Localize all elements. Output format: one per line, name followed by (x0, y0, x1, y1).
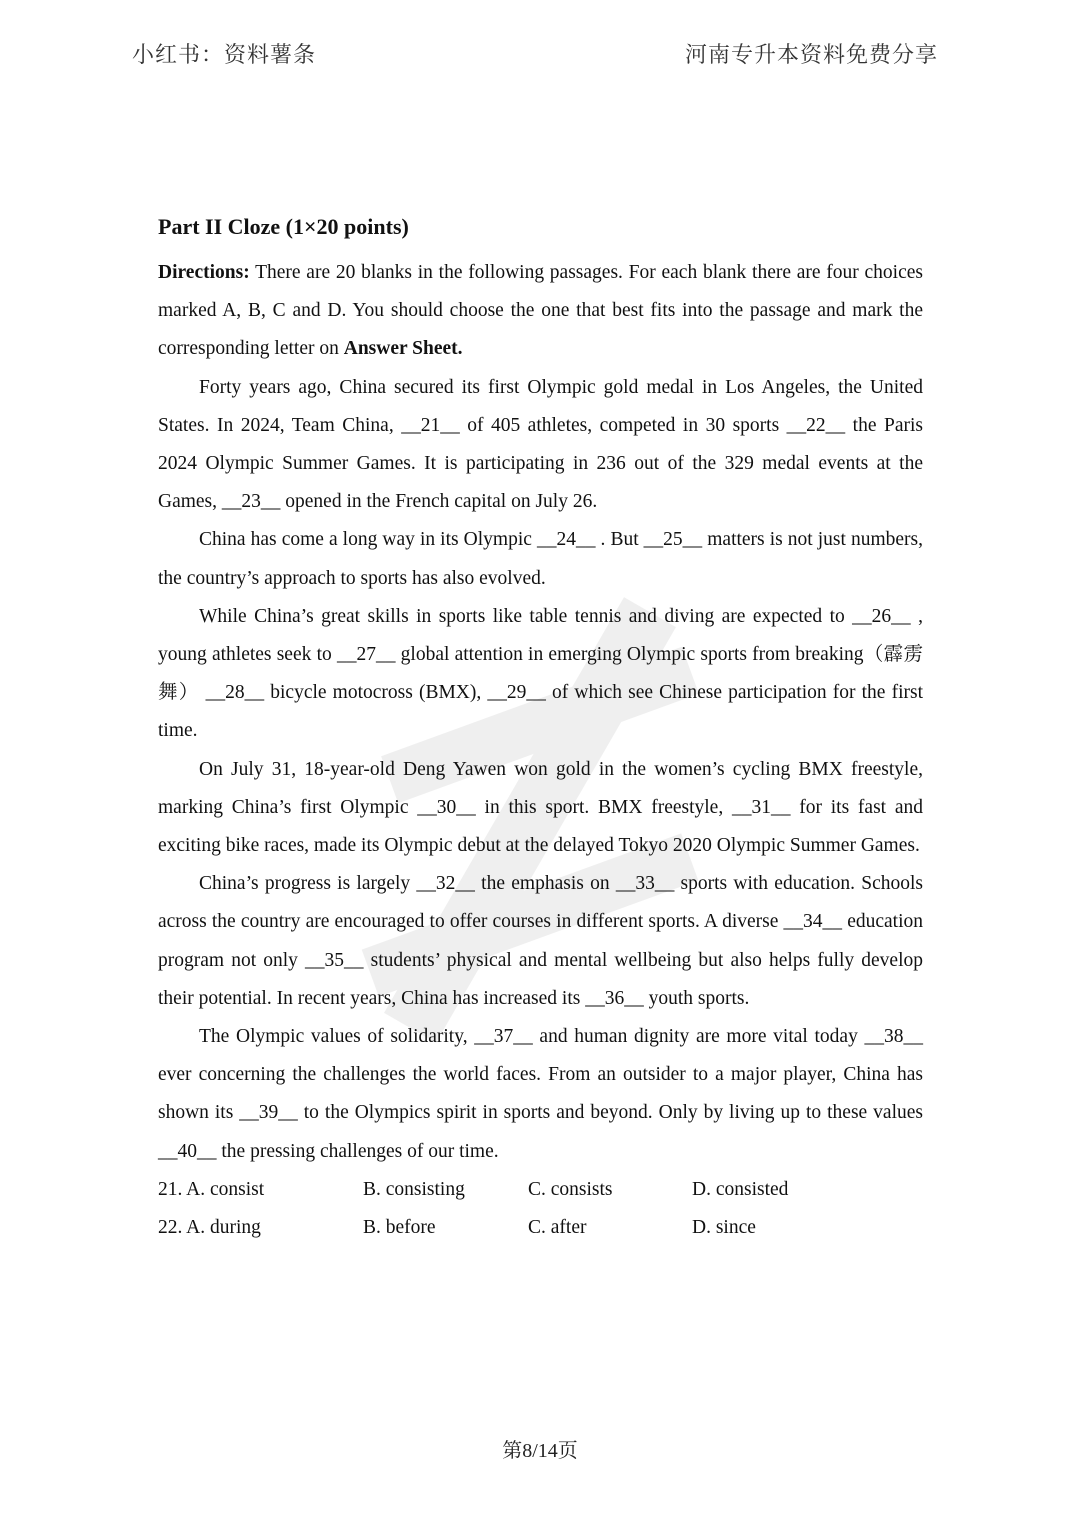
option-21-d: D. consisted (692, 1178, 789, 1200)
option-22-c: C. after (528, 1217, 587, 1239)
passage-paragraph-6: The Olympic values of solidarity, __37__ and human dignity are more vital today __38__ ever concerning the challenges the world faces. From an outsider to a major player, China has shown its __39__ to the Olympics spirit in sports and beyond. Only by living up to these values __40__ the pressing challenges of our time. (158, 1026, 923, 1162)
question-22-options (158, 1209, 923, 1247)
option-22-a: 22. A. during (158, 1217, 261, 1239)
directions-text: There are 20 blanks in the following passages. For each blank there are four choices marked A, B, C and D. You should choose the one that best fits into the passage and mark the corresponding letter on (158, 262, 923, 360)
answer-sheet-label: Answer Sheet. (343, 338, 463, 360)
passage-paragraph-1: Forty years ago, China secured its first Olympic gold medal in Los Angeles, the United States. In 2024, Team China, __21__ of 405 athletes, competed in 30 sports __22__ the Paris 2024 Olympic Summer Games. It is participating in 236 out of the 329 medal events at the Games, __23__ opened in the French capital on July 26. (158, 376, 923, 513)
page-header (132, 38, 938, 69)
passage-paragraph-3: While China’s great skills in sports like table tennis and diving are expected to __26__ , young athletes seek to __27__ global attention in emerging Olympic sports from breaking（霹雳舞） __28__ bicycle motocross (BMX), __29__ of which see Chinese participation for the first time. (158, 605, 923, 742)
section-title: Part II Cloze (1×20 points) (158, 214, 409, 239)
option-21-c: C. consists (528, 1178, 613, 1200)
directions-label: Directions: (158, 262, 250, 283)
directions (158, 254, 923, 369)
question-21-options (158, 1171, 923, 1209)
passage-paragraph-2: China has come a long way in its Olympic __24__ . But __25__ matters is not just numbers, the country’s approach to sports has also evolved. (158, 529, 923, 589)
option-22-b: B. before (363, 1217, 436, 1239)
option-21-b: B. consisting (363, 1178, 465, 1200)
header-left: 小红书：资料薯条 (132, 43, 317, 68)
option-22-d: D. since (692, 1217, 756, 1239)
header-right: 河南专升本资料免费分享 (684, 43, 938, 68)
document-body (158, 208, 923, 1247)
passage-paragraph-5: China’s progress is largely __32__ the emphasis on __33__ sports with education. Schools across the country are encouraged to offer courses in different sports. A diverse __34__ education program not only __35__ students’ physical and mental wellbeing but also helps fully develop their potential. In recent years, China has increased its __36__ youth sports. (158, 873, 923, 1009)
option-21-a: 21. A. consist (158, 1178, 265, 1200)
passage-paragraph-4: On July 31, 18-year-old Deng Yawen won gold in the women’s cycling BMX freestyle, marking China’s first Olympic __30__ in this sport. BMX freestyle, __31__ for its fast and exciting bike races, made its Olympic debut at the delayed Tokyo 2020 Olympic Summer Games. (158, 758, 923, 857)
page-number: 第8/14页 (502, 1440, 578, 1462)
